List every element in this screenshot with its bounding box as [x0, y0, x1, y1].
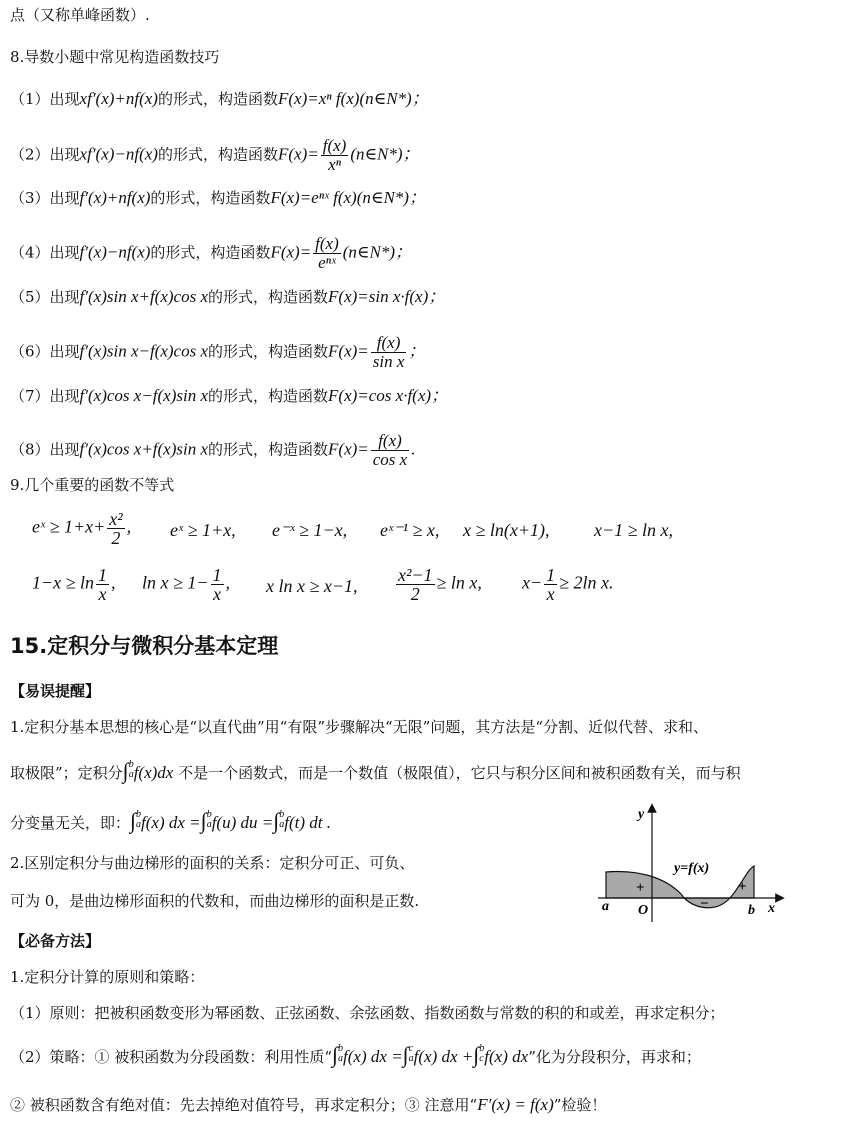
ineq-9: x ln x ≥ x−1, [266, 576, 358, 596]
item-4: （4）出现f′(x)−nf(x)的形式，构造函数F(x)= $\frac{f(x)}{\text{eⁿˣ}}$ (n∈N*)； [10, 234, 413, 272]
ineq-1: eˣ ≥ 1+x+ $\frac{\text{x²}}{2}$ , [32, 509, 132, 548]
b-label: b [748, 903, 755, 918]
item-6: （6）出现f′(x)sin x−f(x)cos x的形式，构造函数F(x)= $\frac{f(x)}{\text{sin x}}$ ； [10, 333, 426, 371]
item-2: （2）出现xf′(x)−nf(x)的形式，构造函数F(x)= $\frac{f(x)}{\text{xⁿ}}$ (n∈N*)； [10, 136, 420, 174]
item-5: （5）出现f′(x)sin x+f(x)cos x的形式，构造函数F(x)=sin x·f(x)； [10, 287, 446, 306]
para-2b: 可为 0，是曲边梯形面积的代数和，而曲边梯形的面积是正数. [10, 892, 420, 910]
para-6: ② 被积函数含有绝对值：先去掉绝对值符号，再求定积分；③ 注意用“F′(x) = f(x)”检验！ [10, 1095, 607, 1114]
plus-sign-left: + [636, 880, 645, 896]
ineq-10: $\frac{\text{x²−1}}{2}$ ≥ ln x, [398, 565, 482, 604]
para-1b: 取极限”；定积分∫b af(x)dx 不是一个函数式，而是一个数值（极限值），它只与积分区间和被积函数有关，而与积 [10, 758, 741, 783]
curve-label: y=f(x) [674, 861, 710, 876]
minus-sign: − [700, 896, 709, 912]
ineq-3: e⁻ˣ ≥ 1−x, [272, 520, 348, 540]
origin-label: O [638, 903, 649, 918]
para-1a: 1.定积分基本思想的核心是“以直代曲”用“有限”步骤解决“无限”问题，其方法是“分割、近似代替、求和、 [10, 718, 708, 736]
para-5: （2）策略：① 被积函数为分段函数：利用性质“∫b af(x) dx =∫c af(x) dx +∫b cf(x) dx”化为分段积分，再求和； [10, 1042, 701, 1067]
tag-mistakes: 【易误提醒】 [10, 682, 101, 700]
ineq-5: x ≥ ln(x+1), [463, 520, 550, 540]
ineq-7: 1−x ≥ ln $\frac{1}{x}$ , [32, 565, 116, 604]
para-4: （1）原则：把被积函数变形为幂函数、正弦函数、余弦函数、指数函数与常数的积的和或差，再求定积分； [10, 1004, 725, 1022]
item-7: （7）出现f′(x)cos x−f(x)sin x的形式，构造函数F(x)=cos x·f(x)； [10, 386, 449, 405]
item-8: （8）出现f′(x)cos x+f(x)sin x的形式，构造函数F(x)= $\frac{f(x)}{\text{cos x}}$ . [10, 431, 416, 469]
ineq-6: x−1 ≥ ln x, [594, 520, 674, 540]
heading-8: 8.导数小题中常见构造函数技巧 [10, 48, 220, 66]
para-3: 1.定积分计算的原则和策略： [10, 968, 205, 986]
a-label: a [602, 899, 609, 914]
ineq-4: eˣ⁻¹ ≥ x, [380, 520, 440, 540]
positive-area-left [606, 872, 684, 898]
ineq-11: x− $\frac{1}{x}$ ≥ 2ln x. [522, 565, 614, 604]
heading-9: 9.几个重要的函数不等式 [10, 476, 175, 494]
y-axis-label: y [638, 807, 645, 822]
x-axis-label: x [768, 901, 775, 916]
ineq-2: eˣ ≥ 1+x, [170, 520, 236, 540]
item-1: （1）出现xf′(x)+nf(x)的形式，构造函数F(x)=xⁿ f(x)(n∈N*)； [10, 89, 429, 108]
section-15-title: 15.定积分与微积分基本定理 [10, 634, 279, 658]
integral-figure [592, 800, 792, 925]
intro-line: 点（又称单峰函数）. [10, 6, 150, 24]
plus-sign-right: + [738, 879, 747, 895]
tag-methods: 【必备方法】 [10, 932, 101, 950]
para-2a: 2.区别定积分与曲边梯形的面积的关系：定积分可正、可负、 [10, 854, 415, 872]
ineq-8: ln x ≥ 1− $\frac{1}{x}$ , [142, 565, 231, 604]
para-1c: 分变量无关，即：∫b af(x) dx =∫b af(u) du =∫b af(t) dt . [10, 808, 331, 833]
item-3: （3）出现f′(x)+nf(x)的形式，构造函数F(x)=eⁿˣ f(x)(n∈N*)； [10, 188, 426, 207]
